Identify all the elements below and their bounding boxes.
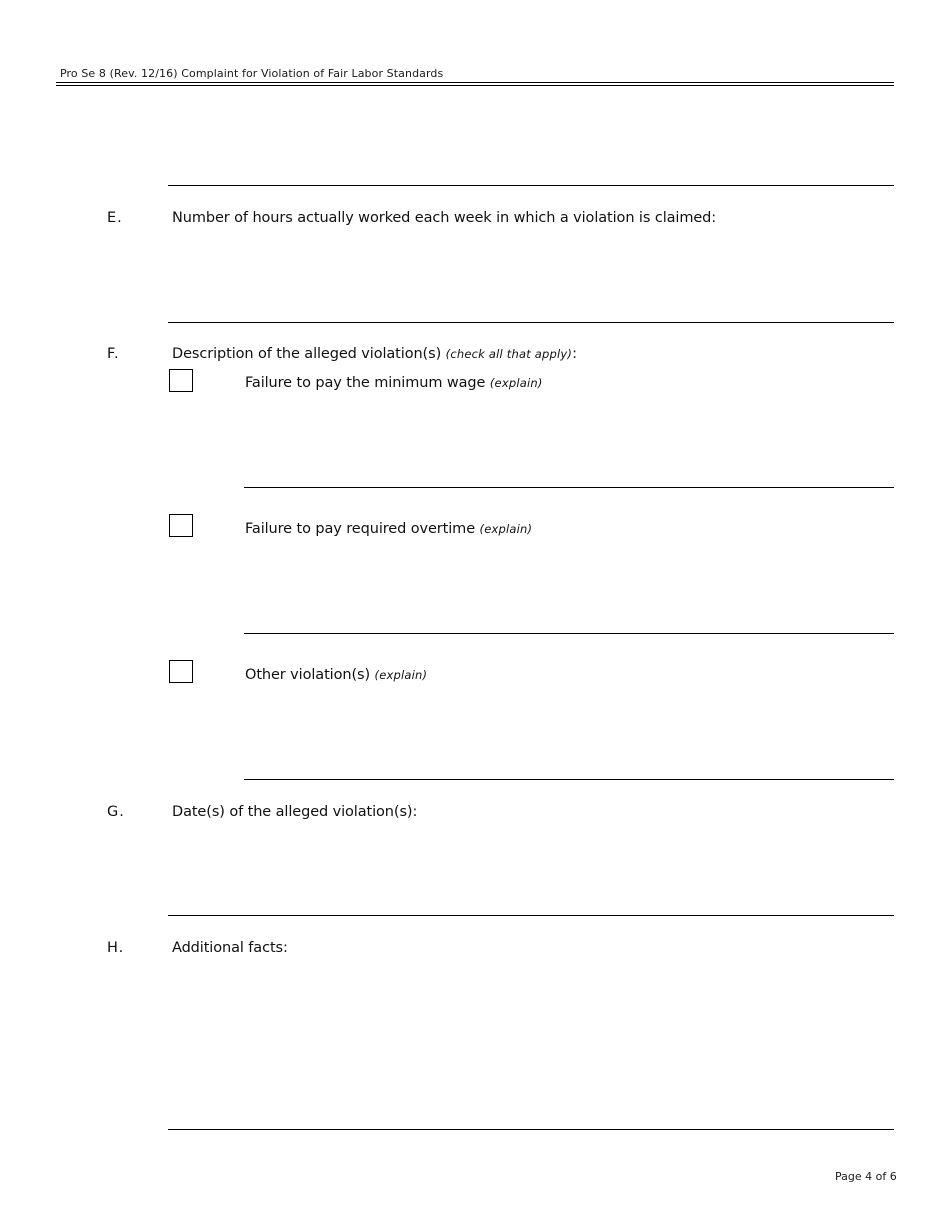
item-f-label-group <box>172 346 577 362</box>
item-f-colon: : <box>572 346 577 362</box>
item-g-letter: G. <box>107 804 125 820</box>
option-minimum-wage-answer-line[interactable] <box>244 487 894 488</box>
option-other-label: Other violation(s) <box>245 667 371 683</box>
checkbox-other-violation[interactable] <box>169 660 193 683</box>
option-minimum-wage-label-group <box>245 375 543 391</box>
previous-answer-line[interactable] <box>168 185 894 186</box>
item-e-answer-line[interactable] <box>168 322 894 323</box>
option-other-answer-line[interactable] <box>244 779 894 780</box>
item-h-letter: H. <box>107 940 125 956</box>
header-rule-bottom <box>56 85 894 86</box>
page-number: Page 4 of 6 <box>835 1170 897 1183</box>
item-f-letter: F. <box>107 346 120 362</box>
option-minimum-wage-label: Failure to pay the minimum wage <box>245 375 486 391</box>
checkbox-overtime[interactable] <box>169 514 193 537</box>
option-other-label-group <box>245 667 427 683</box>
option-other-hint: (explain) <box>374 668 428 682</box>
option-minimum-wage-hint: (explain) <box>489 376 543 390</box>
checkbox-minimum-wage[interactable] <box>169 369 193 392</box>
item-e-label: Number of hours actually worked each week in which a violation is claimed: <box>172 210 717 226</box>
item-g-answer-line[interactable] <box>168 915 894 916</box>
item-h-label: Additional facts: <box>172 940 288 956</box>
item-h-answer-line[interactable] <box>168 1129 894 1130</box>
header-rule-top <box>56 82 894 83</box>
option-overtime-answer-line[interactable] <box>244 633 894 634</box>
option-overtime-hint: (explain) <box>479 522 533 536</box>
option-overtime-label-group <box>245 521 532 537</box>
form-header-title: Pro Se 8 (Rev. 12/16) Complaint for Violation of Fair Labor Standards <box>60 67 444 80</box>
item-e-letter: E. <box>107 210 123 226</box>
item-f-label: Description of the alleged violation(s) <box>172 346 442 362</box>
option-overtime-label: Failure to pay required overtime <box>245 521 476 537</box>
item-f-hint: (check all that apply) <box>445 347 573 361</box>
item-g-label: Date(s) of the alleged violation(s): <box>172 804 418 820</box>
